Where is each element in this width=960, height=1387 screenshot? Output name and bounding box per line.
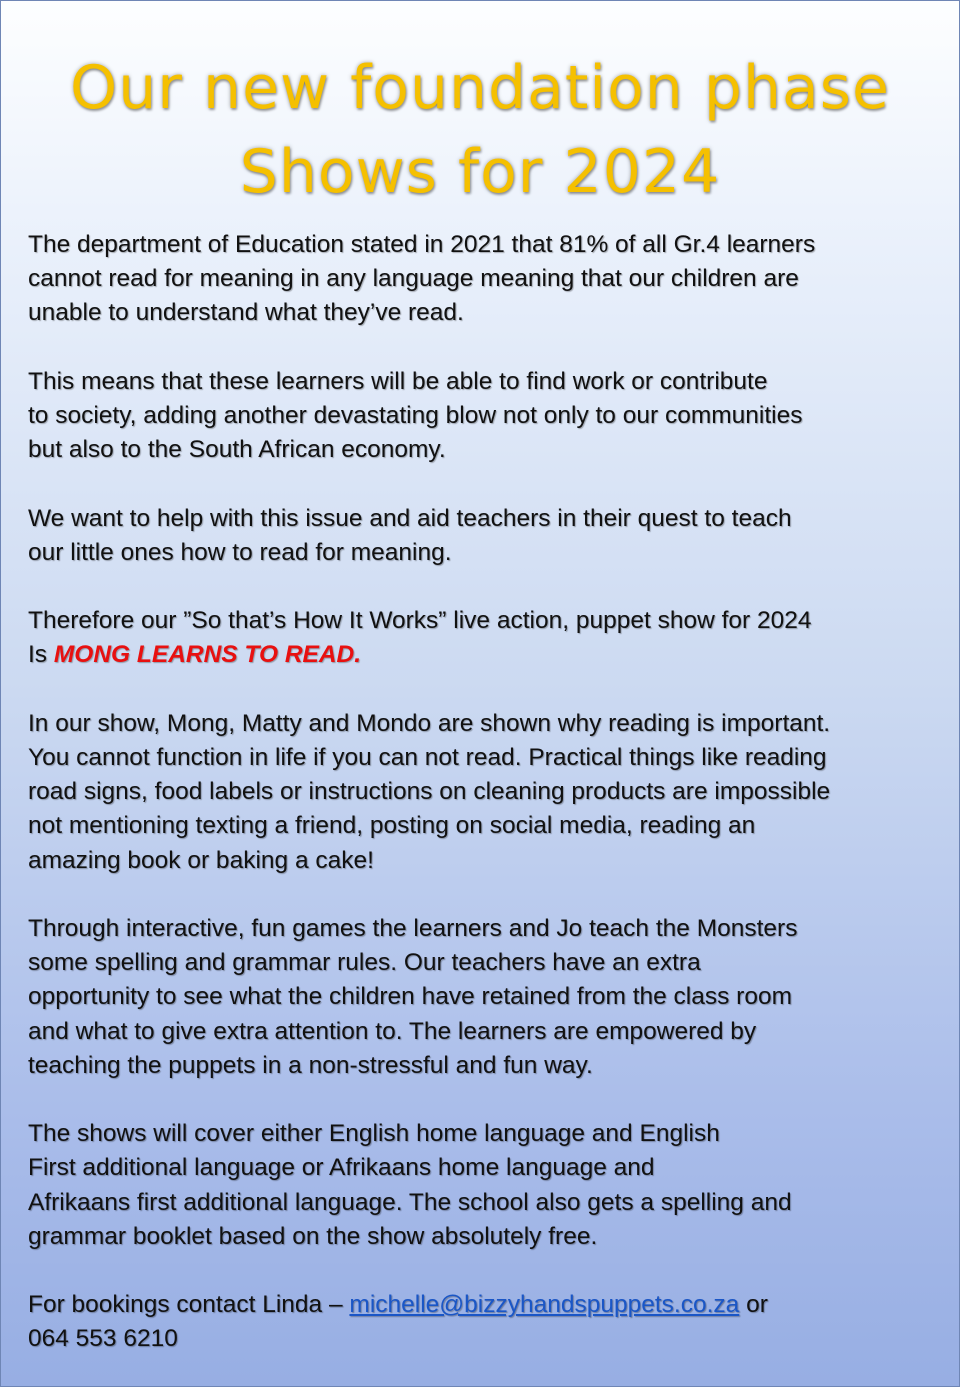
title-line-2: Shows for 2024 xyxy=(239,137,721,207)
paragraph-languages xyxy=(28,1117,959,1254)
text-line: This means that these learners will be able to find work or contribute xyxy=(28,367,768,395)
flyer-body xyxy=(28,228,959,1387)
text-line xyxy=(28,638,959,672)
text-line: The shows will cover either English home language and English xyxy=(28,1120,720,1148)
paragraph-impact xyxy=(28,365,959,468)
text-line: teaching the puppets in a non-stressful and fun way. xyxy=(28,1051,593,1079)
phone-number: 064 553 6210 xyxy=(28,1325,178,1353)
paragraph-statistics xyxy=(28,228,959,331)
text-line: Therefore our ”So that’s How It Works” live action, puppet show for 2024 xyxy=(28,607,812,635)
paragraph-mission xyxy=(28,502,959,570)
text-line: not mentioning texting a friend, posting on social media, reading an xyxy=(28,812,756,840)
text-line: opportunity to see what the children have retained from the class room xyxy=(28,983,792,1011)
paragraph-show-title xyxy=(28,604,959,672)
text-line: We want to help with this issue and aid teachers in their quest to teach xyxy=(28,504,792,532)
text-line: Afrikaans first additional language. The school also gets a spelling and xyxy=(28,1188,792,1216)
paragraph-show-description xyxy=(28,707,959,878)
text-line: You cannot function in life if you can not read. Practical things like reading xyxy=(28,743,827,771)
show-intro-text: Is xyxy=(28,641,54,669)
text-line: our little ones how to read for meaning. xyxy=(28,538,452,566)
text-line: but also to the South African economy. xyxy=(28,436,446,464)
contact-prefix: For bookings contact Linda – xyxy=(28,1291,350,1319)
show-name: MONG LEARNS TO READ. xyxy=(53,641,362,669)
text-line: and what to give extra attention to. The learners are empowered by xyxy=(28,1017,757,1045)
text-line: to society, adding another devastating blow not only to our communities xyxy=(28,402,803,429)
title-line-1: Our new foundation phase xyxy=(70,53,890,123)
text-line: unable to understand what they’ve read. xyxy=(28,299,464,327)
text-line: In our show, Mong, Matty and Mondo are shown why reading is important. xyxy=(28,709,831,737)
email-link[interactable]: michelle@bizzyhandspuppets.co.za xyxy=(349,1291,740,1319)
text-line: The department of Education stated in 2021 that 81% of all Gr.4 learners xyxy=(28,231,816,258)
paragraph-interactive-games xyxy=(28,912,959,1083)
text-line xyxy=(28,1288,959,1322)
page-title xyxy=(1,46,959,214)
text-line: cannot read for meaning in any language meaning that our children are xyxy=(28,265,799,293)
paragraph-contact xyxy=(28,1288,959,1356)
text-line: Through interactive, fun games the learners and Jo teach the Monsters xyxy=(28,914,798,942)
text-line: road signs, food labels or instructions on cleaning products are impossible xyxy=(28,778,831,806)
text-line: some spelling and grammar rules. Our teachers have an extra xyxy=(28,949,701,977)
contact-suffix: or xyxy=(739,1291,768,1319)
text-line: grammar booklet based on the show absolutely free. xyxy=(28,1222,598,1250)
text-line: amazing book or baking a cake! xyxy=(28,846,374,874)
text-line: First additional language or Afrikaans home language and xyxy=(28,1154,655,1182)
